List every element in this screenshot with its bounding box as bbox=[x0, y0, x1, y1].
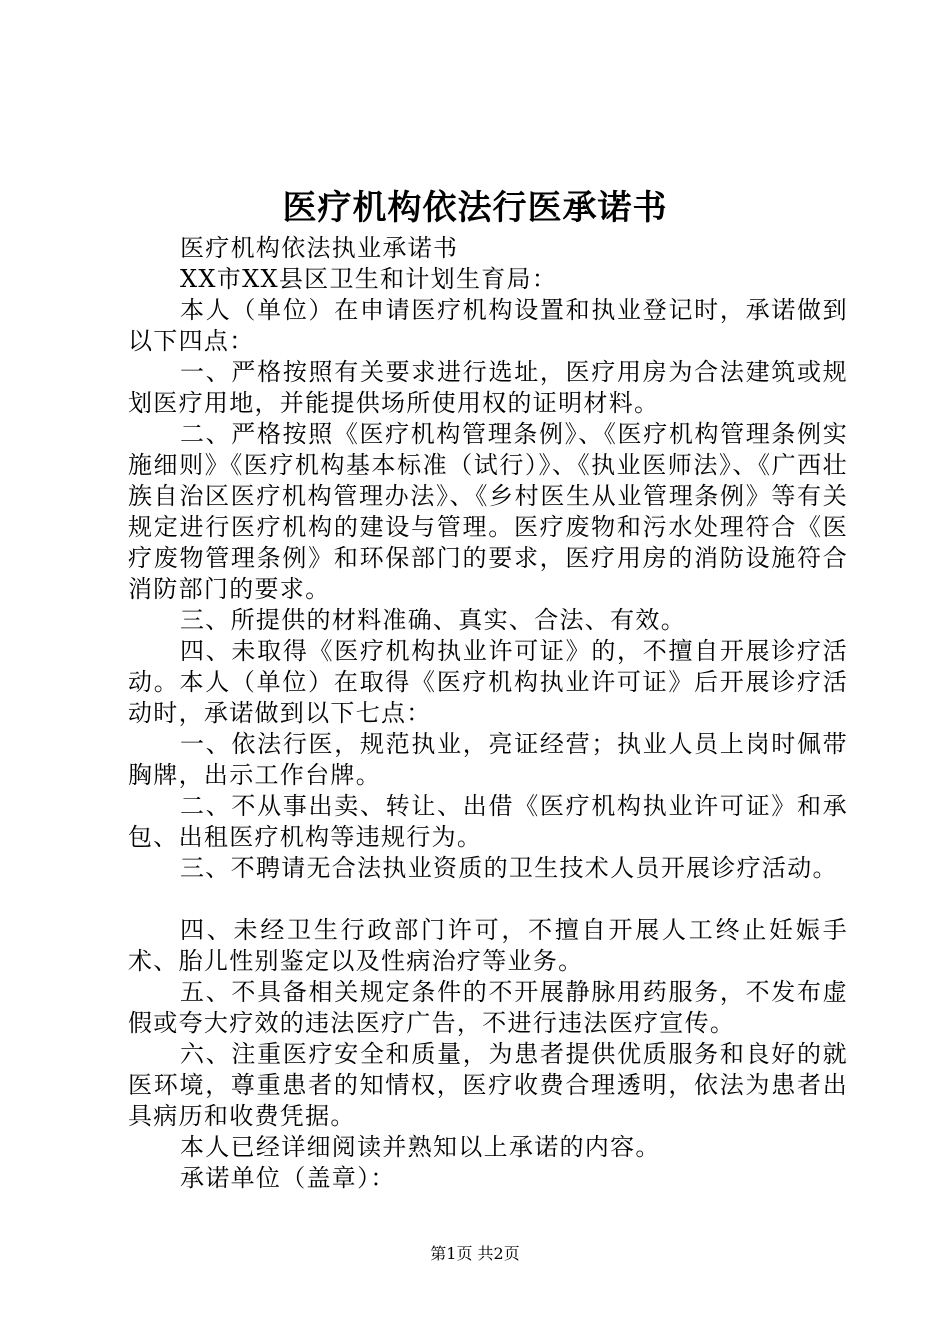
paragraph-intro: 本人（单位）在申请医疗机构设置和执业登记时，承诺做到以下四点： bbox=[128, 296, 848, 355]
paragraph-subtitle: 医疗机构依法执业承诺书 bbox=[180, 234, 459, 262]
paragraph-item: 二、不从事出卖、转让、出借《医疗机构执业许可证》和承包、出租医疗机构等违规行为。 bbox=[128, 792, 848, 851]
paragraph-item: 六、注重医疗安全和质量，为患者提供优质服务和良好的就医环境，尊重患者的知情权，医疗收费合理透明，依法为患者出具病历和收费凭据。 bbox=[128, 1040, 848, 1130]
paragraph-item: 一、严格按照有关要求进行选址，医疗用房为合法建筑或规划医疗用地，并能提供场所使用权的证明材料。 bbox=[128, 358, 848, 417]
document-title: 医疗机构依法行医承诺书 bbox=[282, 188, 668, 228]
paragraph-item: 二、严格按照《医疗机构管理条例》、《医疗机构管理条例实施细则》《医疗机构基本标准（试行）》、《执业医师法》、《广西壮族自治区医疗机构管理办法》、《乡村医生从业管理条例》等有关规定进行医疗机构的建设与管理。医疗废物和污水处理符合《医疗废物管理条例》和环保部门的要求，医疗用房的消防设施符合消防部门的要求。 bbox=[128, 420, 848, 603]
document-body bbox=[128, 233, 848, 1194]
blank-line bbox=[128, 884, 848, 915]
paragraph-item: 三、所提供的材料准确、真实、合法、有效。 bbox=[180, 606, 686, 634]
paragraph-acknowledgement: 本人已经详细阅读并熟知以上承诺的内容。 bbox=[180, 1133, 661, 1161]
paragraph-signature: 承诺单位（盖章）： bbox=[180, 1164, 396, 1192]
paragraph-item: 五、不具备相关规定条件的不开展静脉用药服务，不发布虚假或夸大疗效的违法医疗广告，不进行违法医疗宣传。 bbox=[128, 978, 848, 1037]
page-footer: 第1页 共2页 bbox=[430, 1244, 520, 1263]
paragraph-item: 一、依法行医，规范执业，亮证经营；执业人员上岗时佩带胸牌，出示工作台牌。 bbox=[128, 730, 848, 789]
paragraph-item: 四、未经卫生行政部门许可，不擅自开展人工终止妊娠手术、胎儿性别鉴定以及性病治疗等业务。 bbox=[128, 916, 848, 975]
paragraph-item: 四、未取得《医疗机构执业许可证》的，不擅自开展诊疗活动。本人（单位）在取得《医疗机构执业许可证》后开展诊疗活动时，承诺做到以下七点： bbox=[128, 637, 848, 727]
paragraph-addressee: XX市XX县区卫生和计划生育局： bbox=[180, 265, 558, 293]
paragraph-item: 三、不聘请无合法执业资质的卫生技术人员开展诊疗活动。 bbox=[180, 854, 838, 882]
